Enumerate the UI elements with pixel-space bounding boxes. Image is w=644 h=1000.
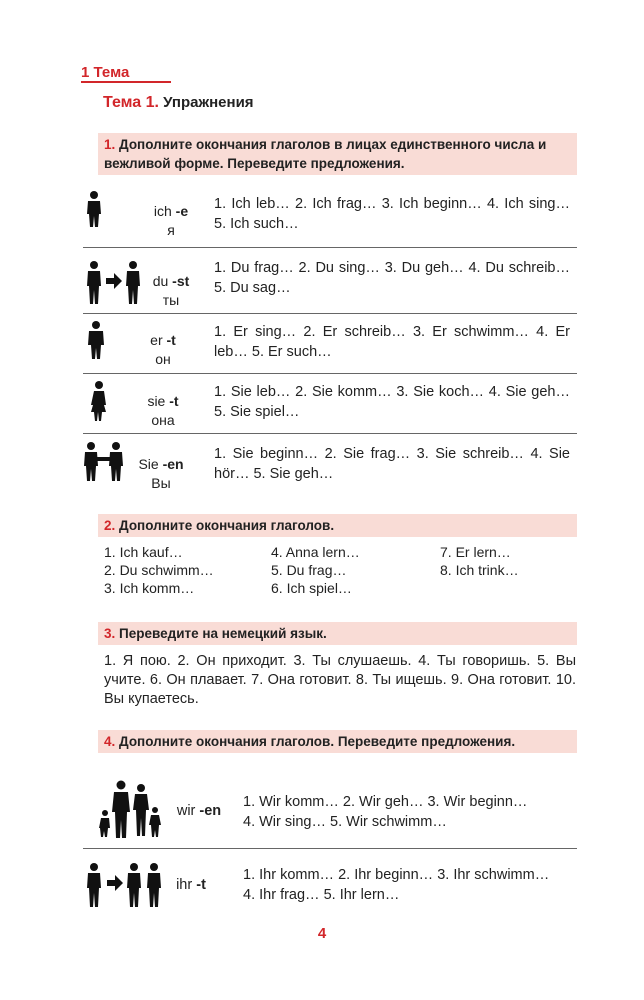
ending: -t <box>196 877 206 893</box>
page-title <box>103 94 254 112</box>
pronoun-ich <box>140 202 202 240</box>
exercise-instruction-text: Дополните окончания глаголов. <box>119 518 335 533</box>
divider <box>83 433 577 434</box>
sentences-ihr <box>243 865 583 905</box>
exercise-2-items <box>104 543 574 603</box>
items-column-1 <box>104 543 214 597</box>
ending: -e <box>175 203 189 219</box>
ending: -en <box>162 456 184 472</box>
list-item: 3. Ich komm… <box>104 580 195 596</box>
pronoun-sie-formal <box>128 455 194 493</box>
exercise-instruction-text: Переведите на немецкий язык. <box>119 626 327 641</box>
divider <box>83 848 577 849</box>
exercise-4-instruction <box>98 730 577 753</box>
title-prefix: Тема 1. <box>103 94 159 111</box>
pronoun: ich <box>153 203 172 219</box>
exercise-3-instruction <box>98 622 577 645</box>
sentences-wir <box>243 792 583 832</box>
translation: я <box>167 222 175 238</box>
exercise-number: 3. <box>104 626 116 641</box>
person-arrow-person-icon <box>86 260 142 306</box>
translation: она <box>151 412 175 428</box>
pronoun: sie <box>147 393 166 409</box>
page-number: 4 <box>317 925 327 942</box>
person-icon <box>84 190 104 228</box>
list-item: 2. Du schwimm… <box>104 562 214 578</box>
sentence-line: 1. Ihr komm… 2. Ihr beginn… 3. Ihr schwimm… <box>243 867 550 883</box>
exercise-1-instruction <box>98 133 577 175</box>
list-item: 4. Anna lern… <box>271 544 360 560</box>
sentence-line: 1. Wir komm… 2. Wir geh… 3. Wir beginn… <box>243 794 528 810</box>
list-item: 5. Du frag… <box>271 562 347 578</box>
exercise-number: 4. <box>104 734 116 749</box>
ending: -t <box>169 393 179 409</box>
exercise-instruction-text: Дополните окончания глаголов. Переведите предложения. <box>119 734 516 749</box>
list-item: 7. Er lern… <box>440 544 511 560</box>
sentences-ich: 1. Ich leb… 2. Ich frag… 3. Ich beginn… 4. Ich sing… 5. Ich such… <box>214 196 570 232</box>
exercise-number: 1. <box>104 137 116 152</box>
pronoun-du <box>140 272 202 310</box>
sentences-du: 1. Du frag… 2. Du sing… 3. Du geh… 4. Du schreib… 5. Du sag… <box>214 260 570 296</box>
sentences-sie: 1. Sie leb… 2. Sie komm… 3. Sie koch… 4. Sie geh… 5. Sie spiel… <box>214 384 570 420</box>
items-column-2 <box>271 543 360 597</box>
topic-underline <box>81 81 171 83</box>
items-column-3 <box>440 543 519 579</box>
woman-icon <box>88 380 110 422</box>
divider <box>83 373 577 374</box>
pronoun: ihr <box>176 877 193 893</box>
title-text: Упражнения <box>163 94 254 111</box>
pronoun-er <box>132 331 194 369</box>
translation: Вы <box>151 475 171 491</box>
ending: -en <box>199 803 222 819</box>
translation: он <box>155 351 171 367</box>
handshake-icon <box>83 441 125 483</box>
exercise-3-text: 1. Я пою. 2. Он приходит. 3. Ты слушаешь. 4. Ты говоришь. 5. Вы учите. 6. Он плавает. 7. Она готовит. 8. Ты ищешь. 9. Она готовит. 10. Вы купаетесь. <box>104 653 576 707</box>
exercise-2-instruction <box>98 514 577 537</box>
pronoun: wir <box>176 803 196 819</box>
sentences-sie-formal: 1. Sie beginn… 2. Sie frag… 3. Sie schreib… 4. Sie hör… 5. Sie geh… <box>214 446 570 482</box>
man-icon <box>86 320 106 360</box>
sentence-line: 4. Wir sing… 5. Wir schwimm… <box>243 814 447 830</box>
list-item: 1. Ich kauf… <box>104 544 183 560</box>
divider <box>83 313 577 314</box>
family-icon <box>98 780 164 840</box>
topic-label: 1 Тема <box>81 64 130 81</box>
list-item: 6. Ich spiel… <box>271 580 352 596</box>
pronoun-sie <box>132 392 194 430</box>
divider <box>83 247 577 248</box>
pronoun-ihr <box>166 876 216 895</box>
translation: ты <box>162 292 180 308</box>
exercise-instruction-text: Дополните окончания глаголов в лицах единственного числа и вежливой форме. Переведите предложения. <box>104 137 547 171</box>
sentences-er: 1. Er sing… 2. Er schreib… 3. Er schwimm… 4. Er leb… 5. Er such… <box>214 324 570 360</box>
exercise-number: 2. <box>104 518 116 533</box>
pronoun-wir <box>168 802 230 821</box>
ending: -t <box>166 332 176 348</box>
pronoun: du <box>152 273 169 289</box>
ending: -st <box>172 273 190 289</box>
sentence-line: 4. Ihr frag… 5. Ihr lern… <box>243 887 400 903</box>
pronoun: Sie <box>138 456 159 472</box>
person-arrow-group-icon <box>86 862 166 910</box>
pronoun: er <box>150 332 163 348</box>
list-item: 8. Ich trink… <box>440 562 519 578</box>
